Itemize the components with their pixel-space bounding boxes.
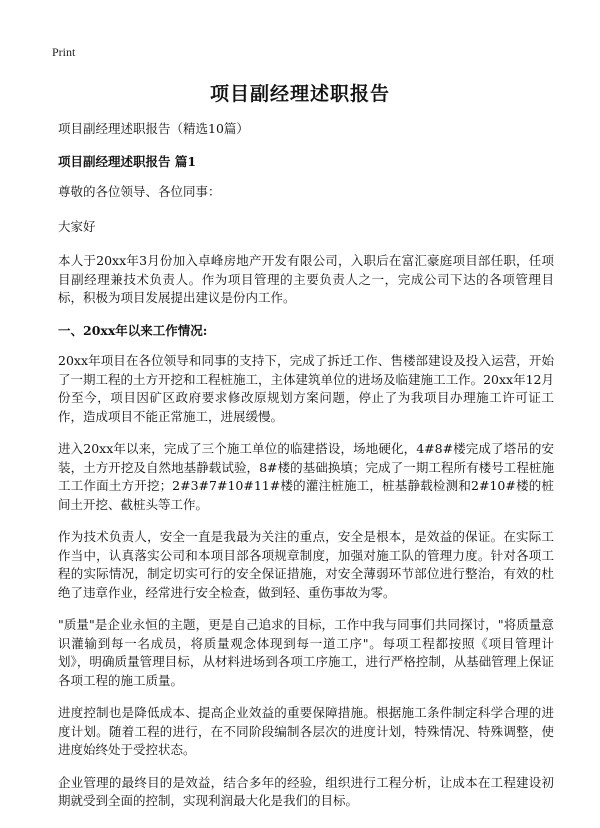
section-heading-work-summary: 一、20xx年以来工作情况: xyxy=(58,322,208,338)
paragraph-schedule: 进度控制也是降低成本、提高企业效益的重要保障措施。根据施工条件制定科学合理的进度计划。随着工程的进行，在不同阶段编制各层次的进度计划，特殊情况、特殊调整，使进度始终处于受控状态。 xyxy=(58,705,554,757)
section-heading: 项目副经理述职报告 篇1 xyxy=(58,153,197,169)
paragraph-safety: 作为技术负责人，安全一直是我最为关注的重点，安全是根本，是效益的保证。在实际工作当中，认真落实公司和本项目部各项规章制度，加强对施工队的管理力度。针对各项工程的实际情况，制定切实可行的安全保证措施，对安全薄弱环节部位进行整治，有效的杜绝了违章作业，经常进行安全检查，做到轻、重伤事故为零。 xyxy=(58,529,554,600)
greeting-salutation: 尊敬的各位领导、各位同事： xyxy=(58,184,221,199)
page-title: 项目副经理述职报告 xyxy=(209,83,390,105)
paragraph-intro: 本人于20xx年3月份加入卓峰房地产开发有限公司，入职后在富汇豪庭项目部任职，任项目副经理兼技术负责人。作为项目管理的主要负责人之一，完成公司下达的各项管理目标，积极为项目发展提出建议是份内工作。 xyxy=(58,253,554,305)
paragraph-quality: "质量"是企业永恒的主题，更是自己追求的目标，工作中我与同事们共同探讨，"将质量意识灌输到每一名成员，将质量观念体现到每一道工序"。每项工程都按照《项目管理计划》，明确质量管理目标，从材料进场到各项工序施工，进行严格控制，从基础管理上保证各项工程的施工质量。 xyxy=(58,617,554,688)
paragraph-benefit: 企业管理的最终目的是效益，结合多年的经验，组织进行工程分析，让成本在工程建设初期就受到全面的控制，实现利润最大化是我们的目标。 xyxy=(58,774,554,808)
print-link[interactable]: Print xyxy=(52,45,76,59)
paragraph-2020-progress: 20xx年项目在各位领导和同事的支持下，完成了拆迁工作、售楼部建设及投入运营，开始了一期工程的土方开挖和工程桩施工，主体建筑单位的进场及临建施工工作。20xx年12月份至今，项目因矿区政府要求修改原规划方案问题，停止了为我项目办理施工许可证工作，造成项目不能正常施工，进展缓慢。 xyxy=(58,353,554,424)
paragraph-current-progress: 进入20xx年以来，完成了三个施工单位的临建搭设，场地硬化，4#8#楼完成了塔吊的安装，土方开挖及自然地基静载试验，8#楼的基础换填；完成了一期工程所有楼号工程桩施工工作面土方开挖；2#3#7#10#11#楼的灌注桩施工，桩基静载检测和2#10#楼的桩间土开挖、截桩头等工作。 xyxy=(58,441,554,512)
document-body xyxy=(58,120,554,825)
greeting-hello: 大家好 xyxy=(58,218,96,234)
document-subtitle: 项目副经理述职报告（精选10篇） xyxy=(58,121,249,136)
